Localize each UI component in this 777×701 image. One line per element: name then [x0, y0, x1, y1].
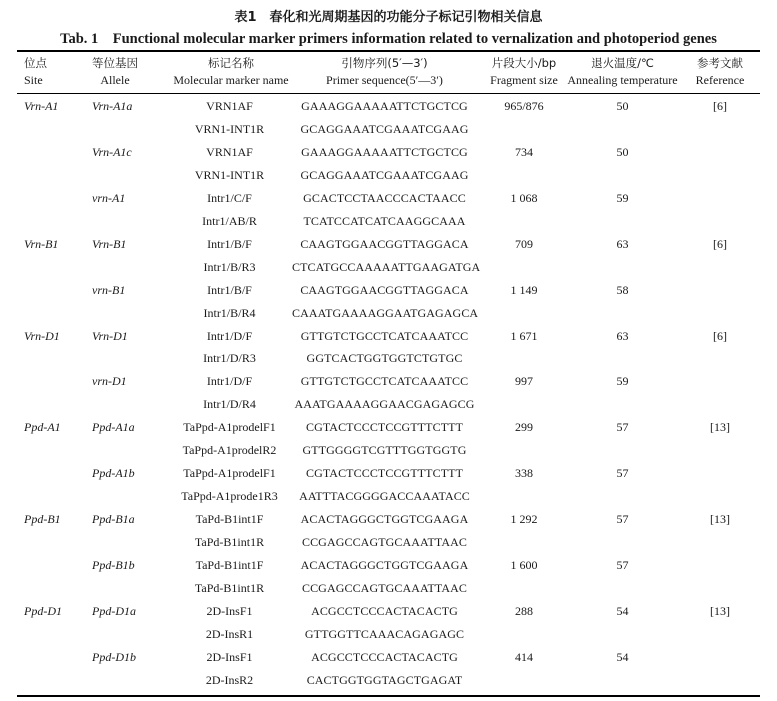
marker-cell: TaPd-B1int1R [194, 580, 265, 595]
sequence-cell: AAATGAAAAGGAACGAGAGCG [294, 397, 475, 412]
sequence-cell: GTTGTCTGCCTCATCAAATCC [300, 374, 469, 389]
header-rule [17, 93, 760, 94]
site-cell: Vrn-B1 [24, 236, 59, 251]
fragment-cell: 414 [515, 649, 533, 664]
allele-cell: Ppd-B1a [92, 512, 135, 527]
reference-cell: [6] [713, 99, 727, 113]
header-site-cn: 位点 [24, 56, 47, 70]
table-row [0, 259, 777, 282]
marker-cell: Intr1/D/R3 [203, 351, 256, 366]
sequence-cell: TCATCCATCATCAAGGCAAA [303, 213, 466, 228]
sequence-cell: CTCATGCCAAAAATTGAAGATGA [292, 259, 481, 274]
table-row [0, 213, 777, 236]
table-title-chinese: 表1 春化和光周期基因的功能分子标记引物相关信息 [234, 10, 543, 25]
allele-cell: Ppd-B1b [92, 558, 135, 572]
table-row [0, 144, 777, 167]
allele-cell: Ppd-A1b [92, 466, 135, 481]
sequence-cell: GGTCACTGGTGGTCTGTGC [306, 351, 463, 366]
reference-cell: [6] [713, 236, 727, 251]
temperature-cell: 50 [616, 144, 629, 159]
reference-cell: [13] [710, 512, 730, 527]
allele-cell: Vrn-D1 [92, 328, 128, 343]
site-cell: Ppd-A1 [24, 420, 61, 435]
marker-cell: TaPpd-A1prodelF1 [183, 466, 276, 481]
marker-cell: Intr1/C/F [207, 190, 252, 205]
table-row [0, 396, 777, 419]
fragment-cell: 1 292 [510, 512, 538, 527]
sequence-cell: CCGAGCCAGTGCAAATTAAC [301, 535, 468, 550]
table-row [0, 350, 777, 373]
temperature-cell: 58 [616, 282, 629, 297]
table-row [0, 672, 777, 695]
marker-cell: Intr1/D/F [206, 328, 253, 343]
temperature-cell: 57 [616, 558, 629, 572]
marker-cell: TaPpd-A1prodelR2 [182, 443, 277, 458]
marker-cell: VRN1-INT1R [194, 121, 265, 136]
site-cell: Ppd-D1 [24, 603, 62, 618]
sequence-cell: GTTGGGGTCGTTTGGTGGTG [302, 443, 467, 458]
temperature-cell: 59 [616, 374, 629, 389]
table-row [0, 580, 777, 603]
marker-cell: Intr1/D/R4 [203, 397, 256, 412]
marker-cell: VRN1AF [206, 144, 253, 159]
header-sequence-cn: 引物序列(5′—3′) [341, 56, 428, 70]
temperature-cell: 54 [616, 649, 629, 664]
fragment-cell: 997 [515, 374, 533, 389]
marker-cell: Intr1/D/F [206, 374, 253, 389]
header-reference [688, 55, 752, 89]
fragment-cell: 299 [515, 420, 533, 435]
bottom-rule [17, 695, 760, 697]
table-row [0, 236, 777, 259]
allele-cell: Vrn-A1a [92, 99, 133, 113]
header-temperature [566, 55, 679, 89]
table-row [0, 557, 777, 580]
table-row [0, 98, 777, 121]
sequence-cell: GAAAGGAAAAATTCTGCTCG [301, 144, 468, 159]
fragment-cell: 709 [515, 236, 533, 251]
table-row [0, 282, 777, 305]
marker-cell: TaPd-B1int1R [194, 535, 265, 550]
sequence-cell: CCGAGCCAGTGCAAATTAAC [301, 580, 468, 595]
reference-cell: [13] [710, 420, 730, 435]
fragment-cell: 1 068 [510, 190, 538, 205]
table-row [0, 465, 777, 488]
marker-cell: 2D-InsR2 [205, 672, 254, 687]
sequence-cell: AATTTACGGGGACCAAATACC [299, 489, 470, 504]
sequence-cell: GAAAGGAAAAATTCTGCTCG [301, 99, 468, 113]
table-row [0, 626, 777, 649]
header-fragment [484, 55, 564, 89]
header-marker [160, 55, 302, 89]
sequence-cell: GCAGGAAATCGAAATCGAAG [300, 121, 469, 136]
table-row [0, 373, 777, 396]
allele-cell: Ppd-D1b [92, 649, 136, 664]
sequence-cell: ACGCCTCCCACTACACTG [311, 649, 458, 664]
sequence-cell: GTTGGTTCAAACAGAGAGC [304, 626, 465, 641]
marker-cell: Intr1/B/F [207, 282, 252, 297]
allele-cell: Ppd-D1a [92, 603, 136, 618]
sequence-cell: ACACTAGGGCTGGTCGAAGA [300, 558, 469, 572]
table-row [0, 442, 777, 465]
temperature-cell: 50 [616, 99, 629, 113]
table-row [0, 419, 777, 442]
temperature-cell: 57 [616, 512, 629, 527]
temperature-cell: 57 [616, 420, 629, 435]
table-row [0, 511, 777, 534]
fragment-cell: 338 [515, 466, 533, 481]
sequence-cell: CACTGGTGGTAGCTGAGAT [306, 672, 463, 687]
sequence-cell: CAAATGAAAAGGAATGAGAGCA [292, 305, 479, 320]
table-title-english: Tab. 1 Functional molecular marker primers information related to vernalization and photoperiod genes [60, 31, 717, 47]
site-cell: Ppd-B1 [24, 512, 61, 527]
marker-cell: 2D-InsF1 [206, 603, 253, 618]
header-allele [87, 55, 143, 89]
header-reference-cn: 参考文献 [697, 56, 743, 70]
header-reference-en: Reference [695, 73, 745, 87]
temperature-cell: 63 [616, 328, 629, 343]
temperature-cell: 63 [616, 236, 629, 251]
table-row [0, 488, 777, 511]
header-site-en: Site [24, 73, 43, 87]
header-site [24, 55, 47, 89]
header-fragment-en: Fragment size [490, 73, 558, 87]
header-marker-cn: 标记名称 [208, 56, 254, 70]
site-cell: Vrn-A1 [24, 99, 59, 113]
reference-cell: [13] [710, 603, 730, 618]
table-row [0, 534, 777, 557]
marker-cell: 2D-InsR1 [205, 626, 254, 641]
marker-cell: TaPpd-A1prodelF1 [183, 420, 276, 435]
marker-cell: TaPd-B1int1F [195, 558, 264, 572]
top-rule [17, 50, 760, 52]
marker-cell: Intr1/B/F [207, 236, 252, 251]
sequence-cell: GTTGTCTGCCTCATCAAATCC [300, 328, 469, 343]
allele-cell: Vrn-A1c [92, 144, 132, 159]
marker-cell: VRN1-INT1R [194, 167, 265, 182]
table-row [0, 603, 777, 626]
sequence-cell: CAAGTGGAACGGTTAGGACA [300, 282, 469, 297]
temperature-cell: 59 [616, 190, 629, 205]
marker-cell: 2D-InsF1 [206, 649, 253, 664]
fragment-cell: 965/876 [504, 99, 544, 113]
sequence-cell: CGTACTCCCTCCGTTTCTTT [305, 420, 464, 435]
table-row [0, 305, 777, 328]
header-allele-cn: 等位基因 [92, 56, 138, 70]
table-row [0, 121, 777, 144]
header-temperature-en: Annealing temperature [567, 73, 678, 87]
temperature-cell: 54 [616, 603, 629, 618]
marker-cell: Intr1/AB/R [202, 213, 257, 228]
marker-cell: TaPpd-A1prode1R3 [181, 489, 278, 504]
sequence-cell: ACGCCTCCCACTACACTG [311, 603, 458, 618]
table-row [0, 328, 777, 351]
marker-cell: VRN1AF [206, 99, 253, 113]
table-row [0, 649, 777, 672]
marker-cell: TaPd-B1int1F [195, 512, 264, 527]
fragment-cell: 1 600 [510, 558, 538, 572]
fragment-cell: 288 [515, 603, 533, 618]
marker-cell: Intr1/B/R3 [203, 259, 256, 274]
sequence-cell: CAAGTGGAACGGTTAGGACA [300, 236, 469, 251]
header-sequence-en: Primer sequence(5′—3′) [326, 73, 443, 87]
header-temperature-cn: 退火温度/℃ [591, 56, 654, 70]
reference-cell: [6] [713, 328, 727, 343]
temperature-cell: 57 [616, 466, 629, 481]
allele-cell: vrn-A1 [92, 190, 126, 205]
header-sequence [292, 55, 477, 89]
table-row [0, 167, 777, 190]
site-cell: Vrn-D1 [24, 328, 60, 343]
header-fragment-cn: 片段大小/bp [491, 56, 557, 70]
marker-cell: Intr1/B/R4 [203, 305, 256, 320]
sequence-cell: CGTACTCCCTCCGTTTCTTT [305, 466, 464, 481]
table-row [0, 190, 777, 213]
allele-cell: vrn-B1 [92, 282, 126, 297]
allele-cell: Vrn-B1 [92, 236, 127, 251]
fragment-cell: 1 149 [510, 282, 538, 297]
header-marker-en: Molecular marker name [173, 73, 289, 87]
fragment-cell: 734 [515, 144, 533, 159]
sequence-cell: GCAGGAAATCGAAATCGAAG [300, 167, 469, 182]
sequence-cell: ACACTAGGGCTGGTCGAAGA [300, 512, 469, 527]
allele-cell: Ppd-A1a [92, 420, 135, 435]
allele-cell: vrn-D1 [92, 374, 127, 389]
sequence-cell: GCACTCCTAACCCACTAACC [303, 190, 466, 205]
fragment-cell: 1 671 [510, 328, 538, 343]
header-allele-en: Allele [100, 73, 130, 87]
